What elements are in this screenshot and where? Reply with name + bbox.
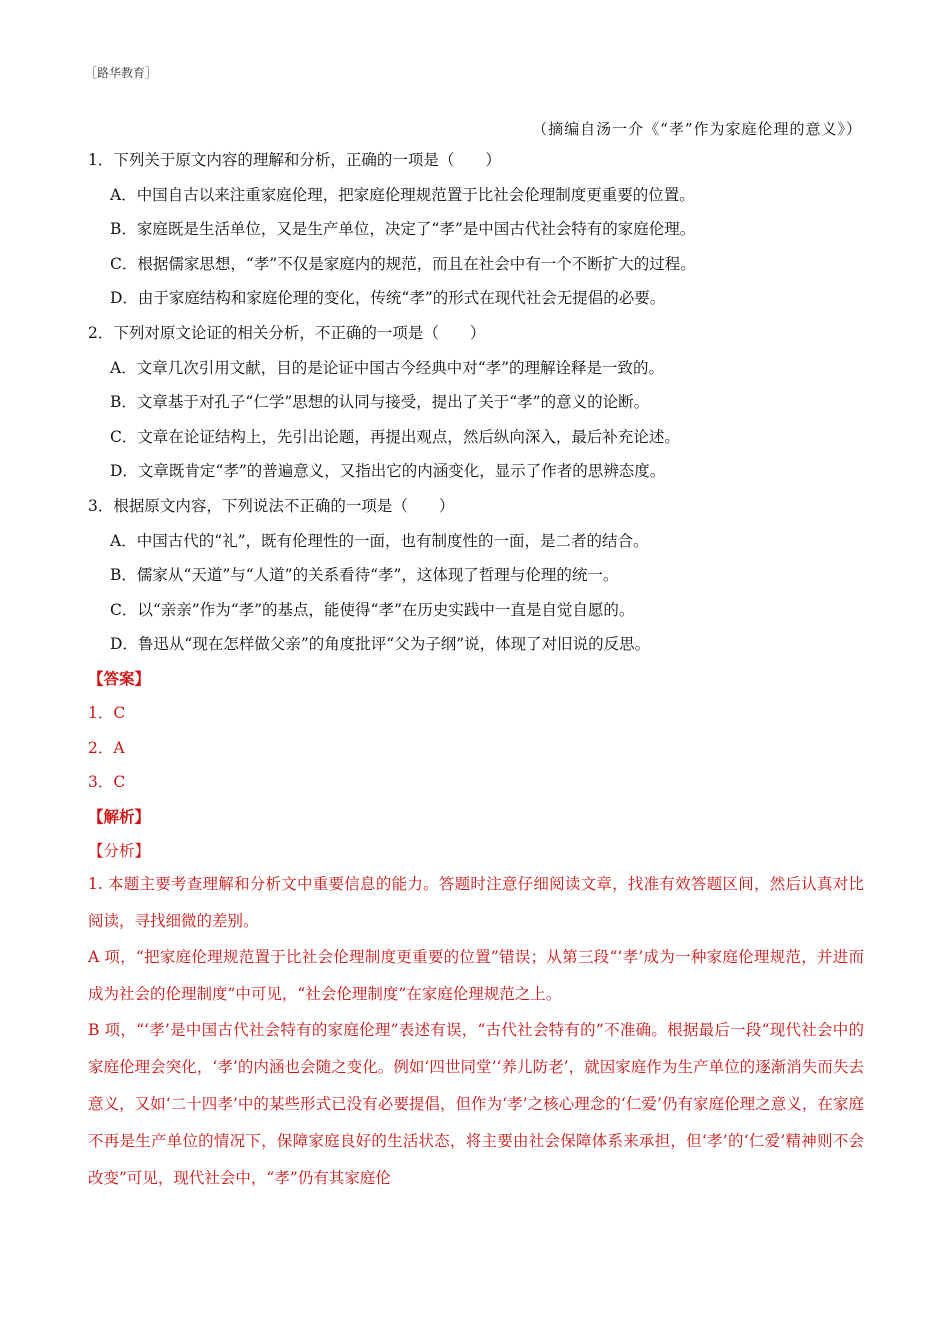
analysis-paragraph-1: 1. 本题主要考查理解和分析文中重要信息的能力。答题时注意仔细阅读文章，找准有效答题区间，然后认真对比阅读，寻找细微的差别。 — [88, 875, 864, 930]
question-1-stem: 1．下列关于原文内容的理解和分析，正确的一项是（ ） — [88, 151, 501, 169]
document-header: ［路华教育］ — [85, 66, 158, 80]
analysis-paragraph-b: B 项，“‘孝’是中国古代社会特有的家庭伦理”表述有误，“古代社会特有的”不准确。根据最后一段“现代社会中的家庭伦理会突化，‘孝’的内涵也会随之变化。例如‘四世同堂’‘养儿防老’，就因家庭作为生产单位的逐渐消失而失去意义，又如‘二十四孝’中的某些形式已没有必要提倡，但作为‘孝’之核心理念的‘仁爱’仍有家庭伦理之意义，在家庭不再是生产单位的情况下，保障家庭良好的生活状态，将主要由社会保障体系来承担，但‘孝’的‘仁爱’精神则不会改变”可见，现代社会中，“孝”仍有其家庭伦 — [88, 1021, 864, 1187]
answer-3: 3．C — [88, 773, 126, 791]
question-3-option-b: B．儒家从“天道”与“人道”的关系看待“孝”，这体现了哲理与伦理的统一。 — [110, 566, 619, 584]
question-1-option-d: D．由于家庭结构和家庭伦理的变化，传统“孝”的形式在现代社会无提倡的必要。 — [110, 289, 666, 307]
answer-1: 1．C — [88, 704, 126, 722]
question-1-option-a: A．中国自古以来注重家庭伦理，把家庭伦理规范置于比社会伦理制度更重要的位置。 — [110, 186, 695, 204]
question-1-option-c: C．根据儒家思想，“孝”不仅是家庭内的规范，而且在社会中有一个不断扩大的过程。 — [110, 255, 696, 273]
question-3-option-a: A．中国古代的“礼”，既有伦理性的一面，也有制度性的一面，是二者的结合。 — [110, 532, 649, 550]
analysis-subheading: 【分析】 — [88, 842, 151, 860]
question-3-stem: 3．根据原文内容，下列说法不正确的一项是（ ） — [88, 497, 455, 515]
answer-heading: 【答案】 — [88, 669, 151, 688]
source-citation: （摘编自汤一介《“孝”作为家庭伦理的意义》） — [532, 120, 862, 138]
question-2-stem: 2．下列对原文论证的相关分析，不正确的一项是（ ） — [88, 324, 486, 342]
question-2-option-b: B．文章基于对孔子“仁学”思想的认同与接受，提出了关于“孝”的意义的论断。 — [110, 393, 650, 411]
question-2-option-d: D．文章既肯定“孝”的普遍意义，又指出它的内涵变化，显示了作者的思辨态度。 — [110, 462, 666, 480]
analysis-heading: 【解析】 — [88, 807, 151, 826]
question-1-option-b: B．家庭既是生活单位，又是生产单位，决定了“孝”是中国古代社会特有的家庭伦理。 — [110, 220, 696, 238]
question-3-option-d: D．鲁迅从“现在怎样做父亲”的角度批评“父为子纲”说，体现了对旧说的反思。 — [110, 635, 651, 653]
question-2-option-a: A．文章几次引用文献，目的是论证中国古今经典中对“孝”的理解诠释是一致的。 — [110, 359, 665, 377]
question-2-option-c: C．文章在论证结构上，先引出论题，再提出观点，然后纵向深入，最后补充论述。 — [110, 428, 680, 446]
analysis-paragraph-a: A 项，“把家庭伦理规范置于比社会伦理制度更重要的位置”错误；从第三段“‘孝’成为一种家庭伦理规范，并进而成为社会的伦理制度”中可见，“社会伦理制度”在家庭伦理规范之上。 — [88, 948, 864, 1003]
answer-2: 2．A — [88, 739, 125, 757]
question-3-option-c: C．以“亲亲”作为“孝”的基点，能使得“孝”在历史实践中一直是自觉自愿的。 — [110, 601, 635, 619]
